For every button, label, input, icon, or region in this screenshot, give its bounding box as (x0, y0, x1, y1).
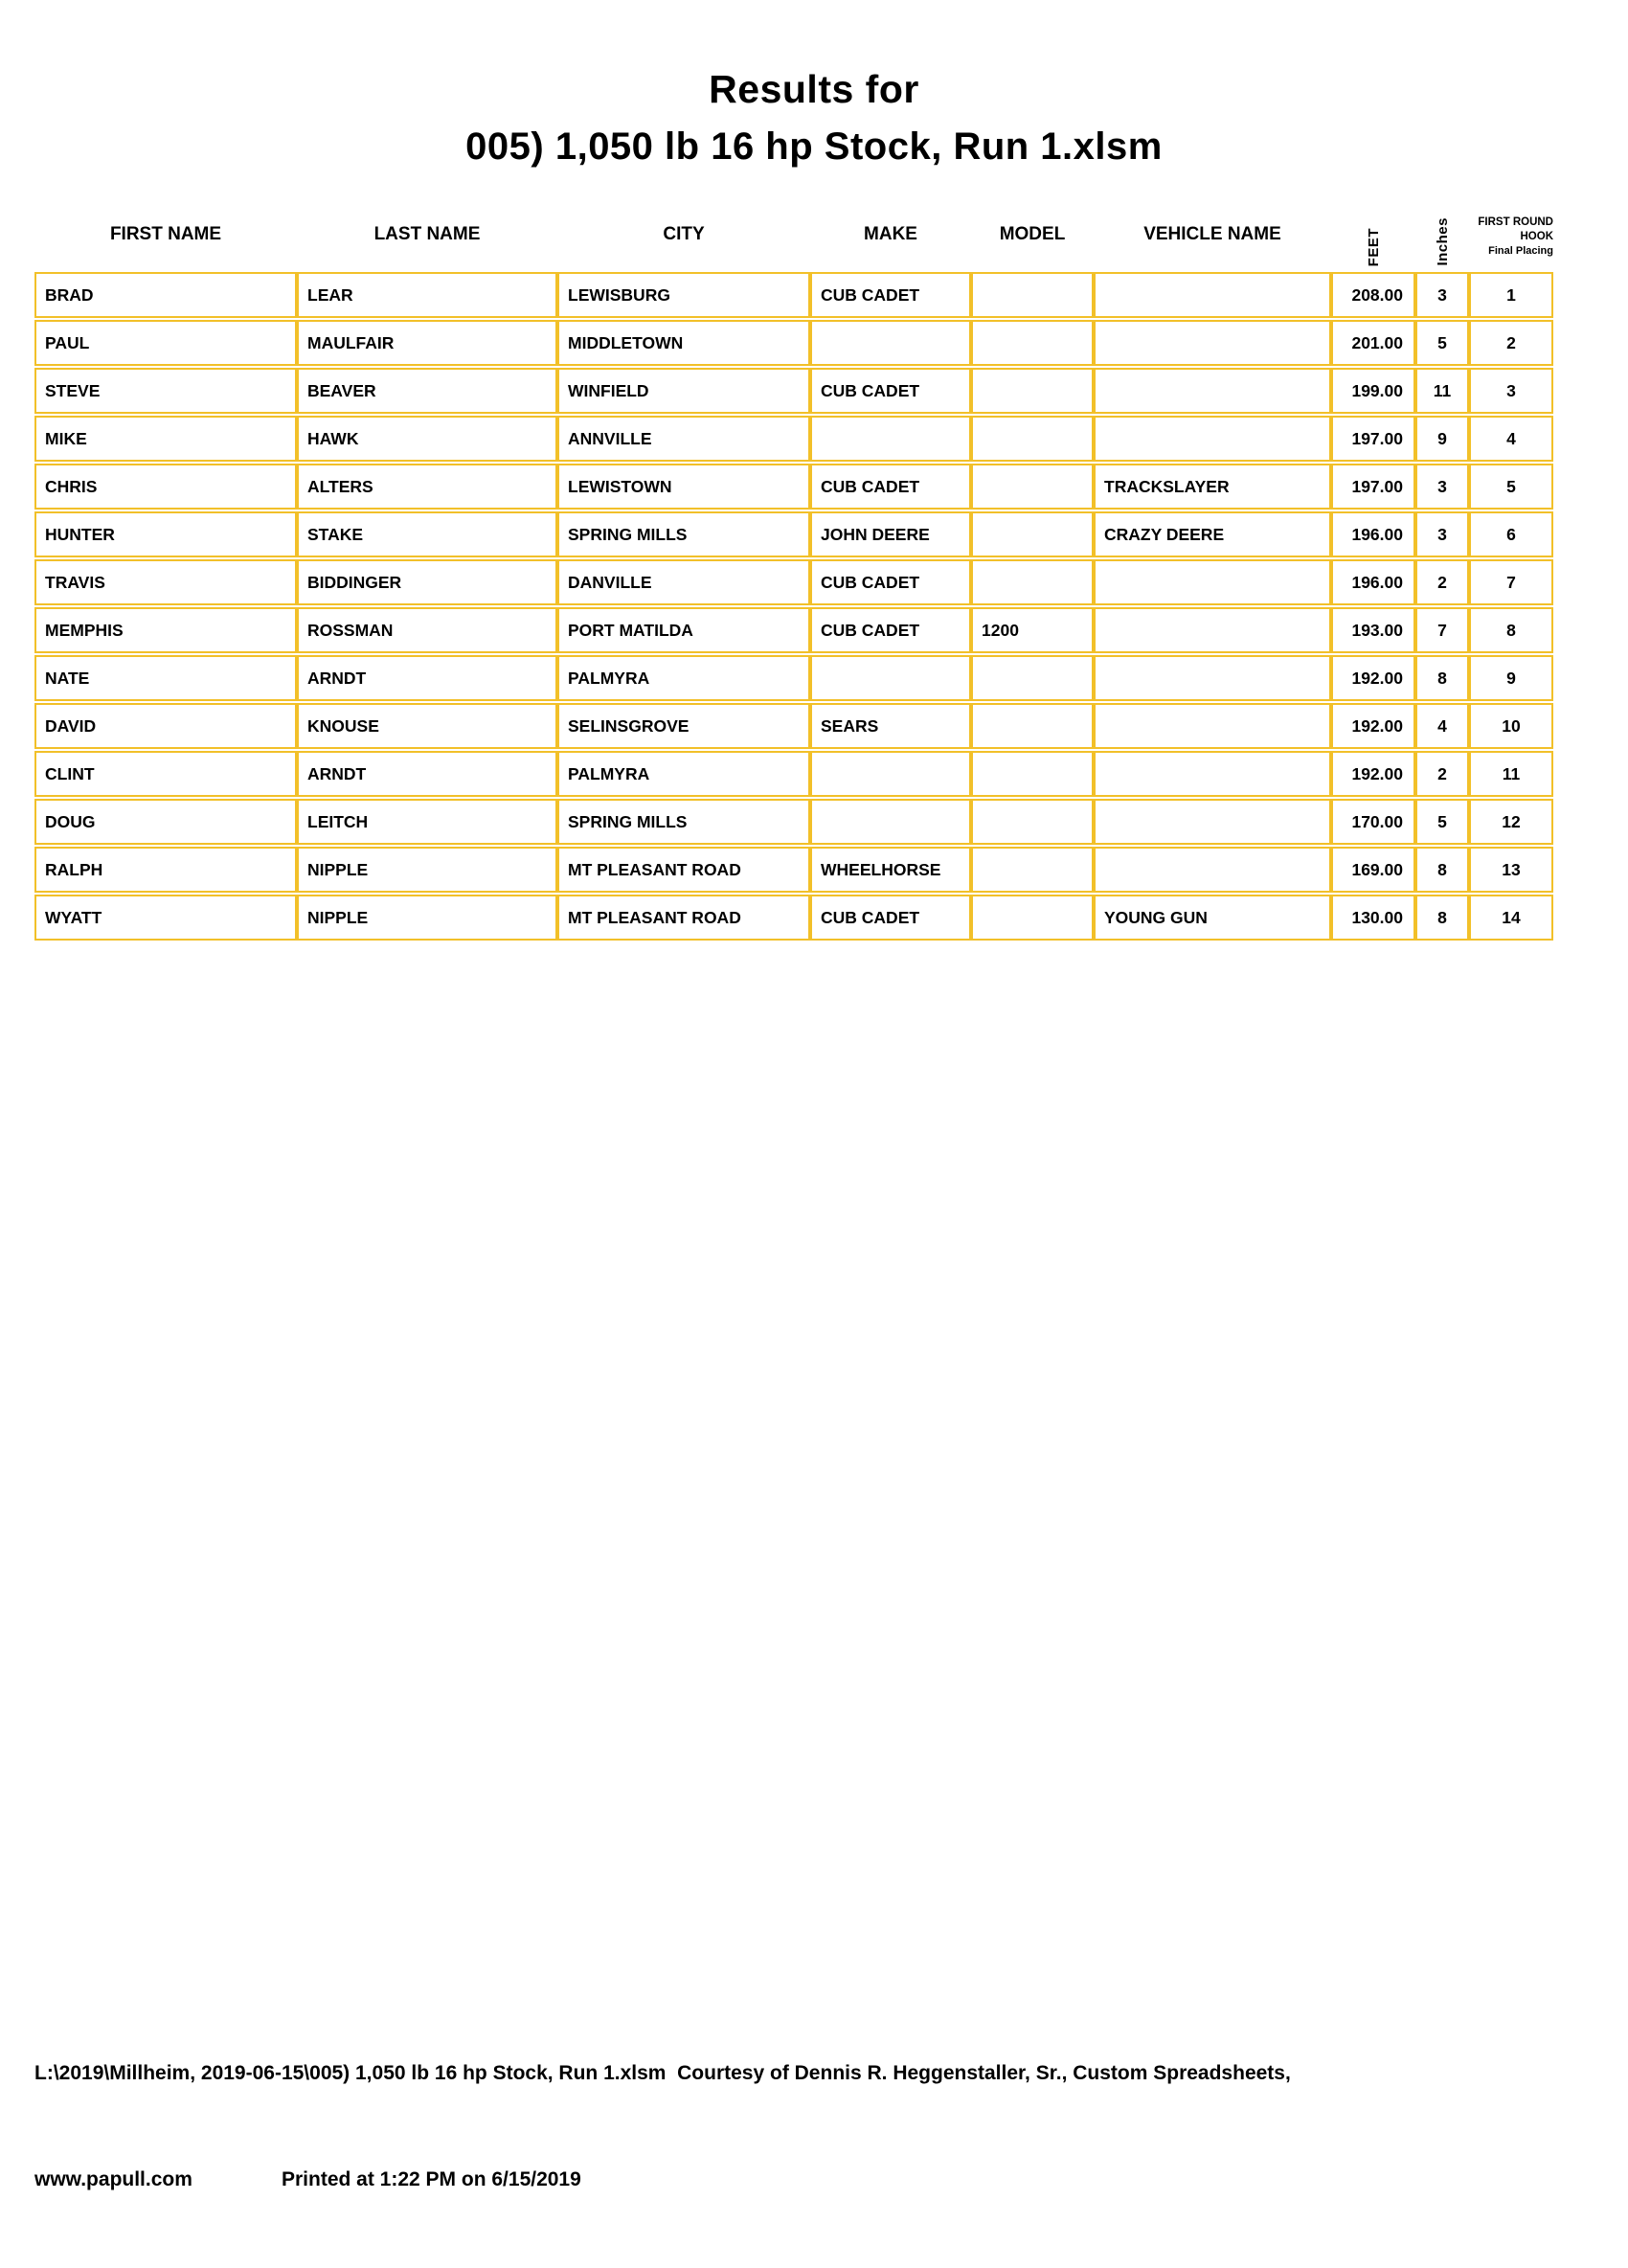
cell-last-name: NIPPLE (297, 847, 557, 893)
col-header-first-name: FIRST NAME (109, 224, 222, 244)
cell-first-name: MEMPHIS (34, 607, 297, 653)
cell-model (971, 464, 1094, 510)
cell-make: SEARS (810, 703, 971, 749)
table-row (34, 895, 1553, 941)
cell-vehicle-name (1094, 751, 1331, 797)
cell-inches: 5 (1415, 320, 1469, 366)
cell-vehicle-name (1094, 320, 1331, 366)
cell-vehicle-name (1094, 703, 1331, 749)
cell-model (971, 799, 1094, 845)
cell-make: CUB CADET (810, 368, 971, 414)
cell-vehicle-name: TRACKSLAYER (1094, 464, 1331, 510)
cell-feet: 193.00 (1331, 607, 1415, 653)
cell-make (810, 751, 971, 797)
cell-last-name: LEAR (297, 272, 557, 318)
cell-inches: 11 (1415, 368, 1469, 414)
cell-vehicle-name (1094, 655, 1331, 701)
table-header-row (34, 190, 1553, 270)
footer-website: www.papull.com (34, 2168, 192, 2190)
cell-feet: 197.00 (1331, 464, 1415, 510)
cell-make: CUB CADET (810, 464, 971, 510)
page-subtitle-filename: 005) 1,050 lb 16 hp Stock, Run 1.xlsm (465, 125, 1163, 168)
cell-first-name: PAUL (34, 320, 297, 366)
cell-first-name: DAVID (34, 703, 297, 749)
cell-feet: 192.00 (1331, 655, 1415, 701)
cell-last-name: BEAVER (297, 368, 557, 414)
col-header-first-round-hook (1469, 190, 1553, 270)
cell-city: PORT MATILDA (557, 607, 810, 653)
cell-inches: 3 (1415, 511, 1469, 557)
cell-city: PALMYRA (557, 751, 810, 797)
table-row (34, 272, 1553, 318)
cell-vehicle-name (1094, 847, 1331, 893)
col-header-last-name: LAST NAME (373, 224, 481, 244)
cell-inches: 8 (1415, 847, 1469, 893)
cell-final-placing: 13 (1469, 847, 1553, 893)
cell-inches: 8 (1415, 655, 1469, 701)
cell-first-name: BRAD (34, 272, 297, 318)
cell-last-name: NIPPLE (297, 895, 557, 941)
col-header-model: MODEL (999, 224, 1066, 244)
cell-city: MIDDLETOWN (557, 320, 810, 366)
cell-last-name: ARNDT (297, 655, 557, 701)
cell-first-name: WYATT (34, 895, 297, 941)
cell-feet: 192.00 (1331, 703, 1415, 749)
cell-first-name: TRAVIS (34, 559, 297, 605)
cell-make (810, 799, 971, 845)
cell-final-placing: 8 (1469, 607, 1553, 653)
col-header-vehicle-name: VEHICLE NAME (1143, 224, 1281, 244)
cell-last-name: ROSSMAN (297, 607, 557, 653)
cell-final-placing: 10 (1469, 703, 1553, 749)
cell-model (971, 368, 1094, 414)
cell-make (810, 655, 971, 701)
cell-make: JOHN DEERE (810, 511, 971, 557)
table-row (34, 607, 1553, 653)
cell-model (971, 272, 1094, 318)
cell-last-name: MAULFAIR (297, 320, 557, 366)
table-row (34, 655, 1553, 701)
table-row (34, 464, 1553, 510)
footer-printed-timestamp: Printed at 1:22 PM on 6/15/2019 (282, 2168, 581, 2190)
cell-feet: 196.00 (1331, 511, 1415, 557)
cell-inches: 9 (1415, 416, 1469, 462)
cell-model: 1200 (971, 607, 1094, 653)
cell-feet: 192.00 (1331, 751, 1415, 797)
cell-city: ANNVILLE (557, 416, 810, 462)
cell-vehicle-name (1094, 416, 1331, 462)
cell-first-name: RALPH (34, 847, 297, 893)
cell-final-placing: 12 (1469, 799, 1553, 845)
footer-file-path-line: L:\2019\Millheim, 2019-06-15\005) 1,050 lb 16 hp Stock, Run 1.xlsm Courtesy of Dennis R. Heggenstaller, Sr., Custom Spreadsheets, (34, 2062, 1291, 2084)
cell-make (810, 416, 971, 462)
cell-feet: 199.00 (1331, 368, 1415, 414)
table-row (34, 751, 1553, 797)
cell-model (971, 416, 1094, 462)
results-table-body (34, 272, 1553, 941)
cell-make: CUB CADET (810, 272, 971, 318)
hook-header-line3: Final Placing (1488, 245, 1553, 257)
cell-final-placing: 1 (1469, 272, 1553, 318)
cell-city: LEWISTOWN (557, 464, 810, 510)
cell-feet: 170.00 (1331, 799, 1415, 845)
cell-inches: 4 (1415, 703, 1469, 749)
cell-first-name: CLINT (34, 751, 297, 797)
table-row (34, 320, 1553, 366)
cell-vehicle-name (1094, 607, 1331, 653)
cell-final-placing: 5 (1469, 464, 1553, 510)
cell-first-name: NATE (34, 655, 297, 701)
cell-model (971, 655, 1094, 701)
cell-model (971, 751, 1094, 797)
cell-last-name: STAKE (297, 511, 557, 557)
cell-city: DANVILLE (557, 559, 810, 605)
cell-model (971, 703, 1094, 749)
cell-final-placing: 9 (1469, 655, 1553, 701)
cell-model (971, 511, 1094, 557)
cell-final-placing: 7 (1469, 559, 1553, 605)
page-title: Results for (709, 67, 919, 111)
cell-first-name: CHRIS (34, 464, 297, 510)
cell-final-placing: 2 (1469, 320, 1553, 366)
cell-last-name: ALTERS (297, 464, 557, 510)
cell-last-name: ARNDT (297, 751, 557, 797)
col-header-city: CITY (663, 224, 705, 244)
cell-feet: 201.00 (1331, 320, 1415, 366)
cell-feet: 169.00 (1331, 847, 1415, 893)
table-row (34, 511, 1553, 557)
cell-vehicle-name: CRAZY DEERE (1094, 511, 1331, 557)
col-header-inches (1415, 190, 1469, 270)
cell-first-name: MIKE (34, 416, 297, 462)
cell-city: WINFIELD (557, 368, 810, 414)
col-header-feet (1331, 190, 1415, 270)
cell-inches: 2 (1415, 559, 1469, 605)
cell-feet: 208.00 (1331, 272, 1415, 318)
cell-final-placing: 6 (1469, 511, 1553, 557)
hook-header-line1: FIRST ROUND (1478, 216, 1553, 228)
table-row (34, 559, 1553, 605)
cell-vehicle-name: YOUNG GUN (1094, 895, 1331, 941)
cell-last-name: HAWK (297, 416, 557, 462)
feet-vertical-label: FEET (1365, 227, 1382, 266)
cell-first-name: DOUG (34, 799, 297, 845)
cell-vehicle-name (1094, 799, 1331, 845)
cell-make: CUB CADET (810, 895, 971, 941)
cell-feet: 130.00 (1331, 895, 1415, 941)
cell-city: MT PLEASANT ROAD (557, 895, 810, 941)
cell-inches: 3 (1415, 464, 1469, 510)
cell-model (971, 847, 1094, 893)
cell-make: WHEELHORSE (810, 847, 971, 893)
table-row (34, 703, 1553, 749)
cell-city: SELINSGROVE (557, 703, 810, 749)
cell-first-name: STEVE (34, 368, 297, 414)
page-footer (34, 1984, 1291, 2268)
cell-inches: 5 (1415, 799, 1469, 845)
cell-first-name: HUNTER (34, 511, 297, 557)
cell-city: LEWISBURG (557, 272, 810, 318)
cell-last-name: BIDDINGER (297, 559, 557, 605)
cell-final-placing: 11 (1469, 751, 1553, 797)
cell-feet: 197.00 (1331, 416, 1415, 462)
cell-city: MT PLEASANT ROAD (557, 847, 810, 893)
table-row (34, 847, 1553, 893)
inches-vertical-label: Inches (1434, 217, 1451, 266)
cell-inches: 2 (1415, 751, 1469, 797)
cell-final-placing: 14 (1469, 895, 1553, 941)
cell-vehicle-name (1094, 368, 1331, 414)
cell-vehicle-name (1094, 272, 1331, 318)
cell-city: SPRING MILLS (557, 511, 810, 557)
cell-final-placing: 3 (1469, 368, 1553, 414)
table-row (34, 416, 1553, 462)
cell-city: PALMYRA (557, 655, 810, 701)
cell-make: CUB CADET (810, 607, 971, 653)
cell-model (971, 895, 1094, 941)
cell-model (971, 559, 1094, 605)
cell-vehicle-name (1094, 559, 1331, 605)
cell-last-name: KNOUSE (297, 703, 557, 749)
cell-make (810, 320, 971, 366)
cell-feet: 196.00 (1331, 559, 1415, 605)
cell-inches: 3 (1415, 272, 1469, 318)
cell-final-placing: 4 (1469, 416, 1553, 462)
cell-inches: 7 (1415, 607, 1469, 653)
hook-header-line2: HOOK (1520, 231, 1553, 242)
footer-line2 (34, 2162, 1291, 2197)
cell-inches: 8 (1415, 895, 1469, 941)
table-row (34, 368, 1553, 414)
cell-make: CUB CADET (810, 559, 971, 605)
cell-city: SPRING MILLS (557, 799, 810, 845)
col-header-make: MAKE (864, 224, 917, 244)
cell-model (971, 320, 1094, 366)
cell-last-name: LEITCH (297, 799, 557, 845)
table-row (34, 799, 1553, 845)
results-table (34, 270, 1553, 942)
